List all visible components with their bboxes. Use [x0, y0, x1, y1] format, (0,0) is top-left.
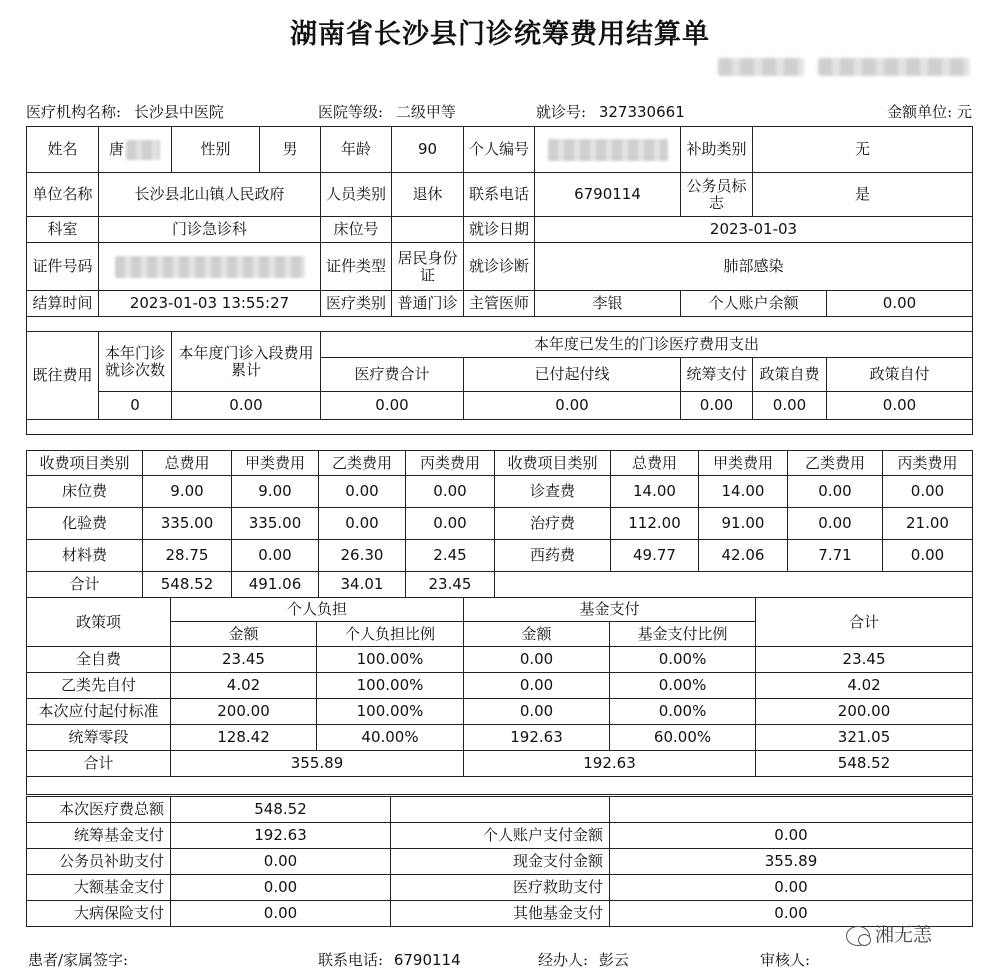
table-row — [27, 476, 973, 508]
policy-cell: 统筹零段 — [27, 725, 171, 751]
employer-label: 单位名称 — [27, 173, 99, 217]
fee-cell: 26.30 — [319, 540, 406, 572]
policy-subheader: 个人负担比例 — [317, 622, 464, 647]
dept-value: 门诊急诊科 — [99, 217, 321, 243]
patient-table — [26, 126, 973, 435]
civil-servant-label: 公务员标志 — [681, 173, 753, 217]
fee-header-category-2: 收费项目类别 — [495, 451, 611, 476]
policy-fund-label: 基金支付 — [464, 598, 756, 622]
policy-total-personal: 355.89 — [171, 751, 464, 777]
policy-subheader: 金额 — [464, 622, 610, 647]
table-row — [27, 797, 973, 823]
bed-label: 床位号 — [321, 217, 392, 243]
fee-cell: 335.00 — [232, 508, 319, 540]
fee-cell: 49.77 — [611, 540, 699, 572]
fee-cell: 材料费 — [27, 540, 143, 572]
fee-cell: 0.00 — [319, 508, 406, 540]
history-value-visits: 0 — [99, 392, 172, 420]
fee-cell: 28.75 — [143, 540, 232, 572]
footer-phone-value: 6790114 — [393, 951, 461, 969]
policy-sum-label: 合计 — [756, 598, 973, 647]
redacted-name — [126, 140, 160, 160]
policy-cell: 128.42 — [171, 725, 317, 751]
fee-cell: 91.00 — [699, 508, 788, 540]
policy-total-sum: 548.52 — [756, 751, 973, 777]
policy-subheader: 基金支付比例 — [610, 622, 756, 647]
footer-handler-label: 经办人: — [538, 951, 589, 969]
fee-cell: 42.06 — [699, 540, 788, 572]
phone-value: 6790114 — [535, 173, 681, 217]
footer-phone — [318, 948, 461, 972]
summary-value: 355.89 — [610, 849, 973, 875]
cert-no-value — [99, 243, 321, 291]
redacted-personal-id — [548, 139, 668, 161]
summary-value: 0.00 — [610, 875, 973, 901]
gender-value: 男 — [260, 127, 321, 173]
policy-cell: 0.00 — [464, 699, 610, 725]
summary-value: 0.00 — [610, 901, 973, 927]
cert-type-label: 证件类型 — [321, 243, 392, 291]
policy-cell: 23.45 — [171, 647, 317, 673]
institution-name: 长沙县中医院 — [133, 103, 224, 121]
policy-item-label: 政策项 — [27, 598, 171, 647]
visit-date-label: 就诊日期 — [464, 217, 535, 243]
fee-cell: 9.00 — [232, 476, 319, 508]
personal-id-label: 个人编号 — [464, 127, 535, 173]
amount-unit: 金额单位: 元 — [887, 103, 972, 121]
summary-value: 548.52 — [171, 797, 391, 823]
watermark-text: 湘无恙 — [875, 924, 933, 946]
hospital-level — [318, 100, 456, 124]
policy-total-label: 合计 — [27, 751, 171, 777]
dept-label: 科室 — [27, 217, 99, 243]
policy-total-row — [27, 751, 973, 777]
person-type-label: 人员类别 — [321, 173, 392, 217]
personal-id-value — [535, 127, 681, 173]
gender-label: 性别 — [172, 127, 260, 173]
fee-total-empty — [495, 572, 973, 598]
policy-subheader: 金额 — [171, 622, 317, 647]
policy-cell: 4.02 — [171, 673, 317, 699]
fee-cell: 9.00 — [143, 476, 232, 508]
summary-label: 统筹基金支付 — [27, 823, 171, 849]
visit-no-value: 327330661 — [598, 103, 685, 121]
phone-label: 联系电话 — [464, 173, 535, 217]
fee-header-total-2: 总费用 — [611, 451, 699, 476]
civil-servant-value: 是 — [753, 173, 973, 217]
policy-cell: 0.00% — [610, 699, 756, 725]
summary-label: 大额基金支付 — [27, 875, 171, 901]
policy-cell: 192.63 — [464, 725, 610, 751]
visit-date-value: 2023-01-03 — [535, 217, 973, 243]
summary-label: 医疗救助支付 — [391, 875, 610, 901]
summary-label: 个人账户支付金额 — [391, 823, 610, 849]
policy-cell: 乙类先自付 — [27, 673, 171, 699]
footer-handler — [538, 948, 629, 972]
table-row — [27, 875, 973, 901]
summary-label: 其他基金支付 — [391, 901, 610, 927]
fee-cell: 7.71 — [788, 540, 883, 572]
fee-cell: 335.00 — [143, 508, 232, 540]
footer-handler-value: 彭云 — [598, 951, 629, 969]
fee-total-label: 合计 — [27, 572, 143, 598]
table-row — [27, 508, 973, 540]
summary-value — [610, 797, 973, 823]
summary-label: 现金支付金额 — [391, 849, 610, 875]
history-value-total: 0.00 — [321, 392, 464, 420]
diagnosis-value: 肺部感染 — [535, 243, 973, 291]
history-value-self-pay: 0.00 — [753, 392, 827, 420]
summary-value: 192.63 — [171, 823, 391, 849]
fee-total-row — [27, 572, 973, 598]
table-row — [27, 849, 973, 875]
fee-header-class-b-2: 乙类费用 — [788, 451, 883, 476]
fee-header-class-b: 乙类费用 — [319, 451, 406, 476]
table-row — [27, 823, 973, 849]
fee-header-total: 总费用 — [143, 451, 232, 476]
watermark — [846, 920, 932, 947]
table-row — [27, 699, 973, 725]
fee-cell: 治疗费 — [495, 508, 611, 540]
age-value: 90 — [392, 127, 464, 173]
subsidy-type-label: 补助类别 — [681, 127, 753, 173]
fee-cell: 0.00 — [406, 476, 495, 508]
policy-cell: 本次应付起付标准 — [27, 699, 171, 725]
history-label: 既往费用 — [27, 332, 99, 420]
fee-total-cell: 23.45 — [406, 572, 495, 598]
table-row — [27, 901, 973, 927]
summary-value: 0.00 — [171, 901, 391, 927]
fee-table — [26, 450, 973, 598]
policy-cell: 0.00% — [610, 647, 756, 673]
fee-cell: 112.00 — [611, 508, 699, 540]
medical-type-label: 医疗类别 — [321, 291, 392, 317]
policy-cell: 60.00% — [610, 725, 756, 751]
summary-table — [26, 796, 973, 927]
table-row — [27, 673, 973, 699]
history-header-3: 政策自费 — [753, 358, 827, 392]
policy-cell: 100.00% — [317, 673, 464, 699]
fee-total-cell: 491.06 — [232, 572, 319, 598]
summary-value: 0.00 — [171, 849, 391, 875]
account-balance-value: 0.00 — [827, 291, 973, 317]
fee-cell: 14.00 — [699, 476, 788, 508]
level-label: 医院等级: — [318, 103, 384, 121]
medical-type-value: 普通门诊 — [392, 291, 464, 317]
subsidy-type-value: 无 — [753, 127, 973, 173]
visit-number — [536, 100, 685, 124]
fee-header-class-a-2: 甲类费用 — [699, 451, 788, 476]
spacer-row — [27, 420, 973, 435]
redacted-cert-no — [115, 256, 305, 278]
fee-total-cell: 548.52 — [143, 572, 232, 598]
policy-table — [26, 597, 973, 795]
fee-cell: 0.00 — [319, 476, 406, 508]
fee-cell: 0.00 — [788, 508, 883, 540]
policy-cell: 0.00 — [464, 673, 610, 699]
policy-cell: 321.05 — [756, 725, 973, 751]
redacted-serial — [718, 58, 804, 76]
policy-cell: 200.00 — [756, 699, 973, 725]
history-header-4: 政策自付 — [827, 358, 973, 392]
summary-label: 公务员补助支付 — [27, 849, 171, 875]
history-header-2: 统筹支付 — [681, 358, 753, 392]
fee-cell: 2.45 — [406, 540, 495, 572]
footer-reviewer: 审核人: — [760, 951, 811, 969]
fee-cell: 诊查费 — [495, 476, 611, 508]
policy-cell: 100.00% — [317, 699, 464, 725]
policy-cell: 0.00% — [610, 673, 756, 699]
page-title: 湖南省长沙县门诊统筹费用结算单 — [290, 19, 710, 50]
redacted-serial-2 — [818, 58, 970, 76]
doctor-value: 李银 — [535, 291, 681, 317]
history-header-1: 已付起付线 — [464, 358, 681, 392]
fee-header-class-a: 甲类费用 — [232, 451, 319, 476]
employer-value: 长沙县北山镇人民政府 — [99, 173, 321, 217]
fee-header-category: 收费项目类别 — [27, 451, 143, 476]
patient-name — [99, 127, 172, 173]
summary-label — [391, 797, 610, 823]
policy-total-fund: 192.63 — [464, 751, 756, 777]
policy-cell: 40.00% — [317, 725, 464, 751]
fee-header-class-c: 丙类费用 — [406, 451, 495, 476]
summary-value: 0.00 — [610, 823, 973, 849]
policy-personal-label: 个人负担 — [171, 598, 464, 622]
account-balance-label: 个人账户余额 — [681, 291, 827, 317]
fee-cell: 化验费 — [27, 508, 143, 540]
policy-cell: 4.02 — [756, 673, 973, 699]
summary-label: 本次医疗费总额 — [27, 797, 171, 823]
table-row — [27, 725, 973, 751]
policy-cell: 0.00 — [464, 647, 610, 673]
fee-cell: 0.00 — [883, 476, 973, 508]
summary-value: 0.00 — [171, 875, 391, 901]
fee-total-cell: 34.01 — [319, 572, 406, 598]
spacer-row — [27, 777, 973, 795]
fee-cell: 0.00 — [788, 476, 883, 508]
history-value-cumulative: 0.00 — [172, 392, 321, 420]
history-header-0: 医疗费合计 — [321, 358, 464, 392]
cert-no-label: 证件号码 — [27, 243, 99, 291]
name-label: 姓名 — [27, 127, 99, 173]
history-value-pooled: 0.00 — [681, 392, 753, 420]
table-row — [27, 647, 973, 673]
history-value-copay: 0.00 — [827, 392, 973, 420]
history-group-label: 本年度已发生的门诊医疗费用支出 — [321, 332, 973, 358]
fee-cell: 床位费 — [27, 476, 143, 508]
history-visits-label: 本年门诊就诊次数 — [99, 332, 172, 392]
history-value-deductible: 0.00 — [464, 392, 681, 420]
footer-phone-label: 联系电话: — [318, 951, 384, 969]
institution-info — [26, 100, 224, 124]
spacer-row — [27, 317, 973, 332]
fee-cell: 14.00 — [611, 476, 699, 508]
fee-cell: 21.00 — [883, 508, 973, 540]
patient-name-text: 唐 — [109, 139, 125, 158]
institution-label: 医疗机构名称: — [26, 103, 122, 121]
age-label: 年龄 — [321, 127, 392, 173]
policy-cell: 全自费 — [27, 647, 171, 673]
policy-cell: 23.45 — [756, 647, 973, 673]
wechat-icon — [846, 926, 870, 946]
fee-cell: 0.00 — [232, 540, 319, 572]
table-row — [27, 540, 973, 572]
fee-cell: 西药费 — [495, 540, 611, 572]
level-value: 二级甲等 — [395, 103, 456, 121]
settle-time-value: 2023-01-03 13:55:27 — [99, 291, 321, 317]
cert-type-value: 居民身份证 — [392, 243, 464, 291]
history-cumulative-label: 本年度门诊入段费用累计 — [172, 332, 321, 392]
fee-cell: 0.00 — [406, 508, 495, 540]
visit-no-label: 就诊号: — [536, 103, 587, 121]
settle-time-label: 结算时间 — [27, 291, 99, 317]
signature-field: 患者/家属签字: — [28, 951, 129, 969]
doctor-label: 主管医师 — [464, 291, 535, 317]
person-type-value: 退休 — [392, 173, 464, 217]
fee-header-class-c-2: 丙类费用 — [883, 451, 973, 476]
fee-cell: 0.00 — [883, 540, 973, 572]
policy-cell: 200.00 — [171, 699, 317, 725]
bed-value — [392, 217, 464, 243]
summary-label: 大病保险支付 — [27, 901, 171, 927]
diagnosis-label: 就诊诊断 — [464, 243, 535, 291]
policy-cell: 100.00% — [317, 647, 464, 673]
